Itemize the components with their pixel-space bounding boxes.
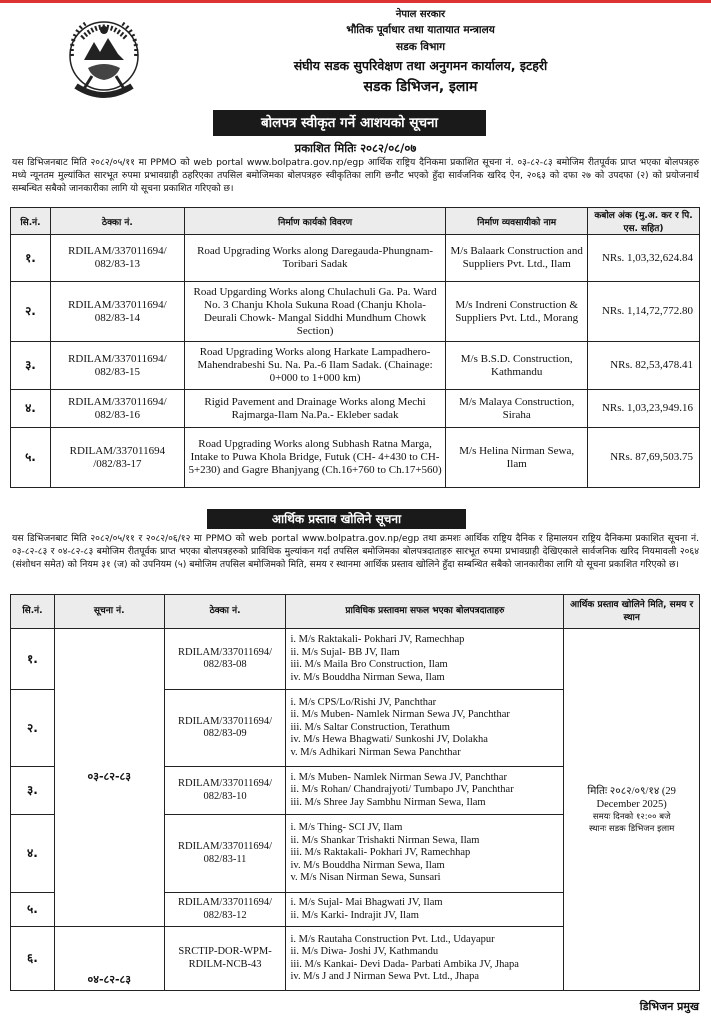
schedule-time: समयः दिनको १२:०० बजे [592, 811, 671, 822]
row-contract: RDILAM/337011694/ 082/83-12 [164, 893, 286, 927]
nepal-emblem-icon [62, 12, 146, 104]
ministry-name: भौतिक पूर्वाधार तथा यातायात मन्त्रालय [346, 24, 495, 36]
row-amount: NRs. 1,14,72,772.80 [588, 282, 700, 342]
row-sn: १. [11, 629, 55, 690]
row-sn: १. [11, 235, 51, 282]
table-row [11, 428, 700, 488]
bidder-item: i. M/s CPS/Lo/Rishi JV, Panchthar [290, 696, 437, 708]
row-builder: M/s Balaark Construction and Suppliers Pvt. Ltd., Ilam [446, 235, 588, 282]
row-sn: ३. [11, 342, 51, 390]
published-date: प्रकाशित मितिः २०८२/०८/०७ [294, 141, 417, 155]
row-sn: ४. [11, 815, 55, 893]
table-row [11, 282, 700, 342]
financial-opening-table [10, 594, 700, 991]
row-sn: ५. [11, 428, 51, 488]
row-amount: NRs. 1,03,23,949.16 [588, 390, 700, 428]
row-bidders [286, 893, 564, 927]
row-amount: NRs. 82,53,478.41 [588, 342, 700, 390]
bidder-item: iii. M/s Maila Bro Construction, Ilam [290, 659, 448, 670]
col-contract: ठेक्का नं. [50, 208, 184, 235]
bidder-item: ii. M/s Muben- Namlek Nirman Sewa JV, Panchthar [290, 709, 510, 721]
row-work: Road Upgrading Works along Subhash Ratna Marga, Intake to Puwa Khola Bridge, Futuk (CH- 4+430 to CH- 5+230) and Gagre Bhanjyang (Ch.16+760 to Ch.17+560) [184, 428, 445, 488]
row-contract: RDILAM/337011694/ 082/83-09 [164, 690, 286, 767]
bidder-item: iii. M/s Saltar Construction, Terathum [290, 721, 450, 733]
row-work: Road Upgarding Works along Chulachuli Ga. Pa. Ward No. 3 Chanju Khola Sukuna Road (Chanju Khola- Deurali Chowk- Mangal Siddhi Mundhum Chowk Section) [184, 282, 445, 342]
row-builder: M/s B.S.D. Construction, Kathmandu [446, 342, 588, 390]
opening-schedule [564, 629, 700, 991]
notice-title-bar: बोलपत्र स्वीकृत गर्ने आशयको सूचना [213, 110, 486, 136]
bidder-item: ii. M/s Sujal- BB JV, Ilam [290, 646, 400, 658]
col-sn: सि.नं. [11, 208, 51, 235]
notice-number: ०४-८२-८३ [54, 927, 164, 991]
bidder-item: i. M/s Muben- Namlek Nirman Sewa JV, Panchthar [290, 771, 507, 783]
col-bidders: प्राविधिक प्रस्तावमा सफल भएका बोलपत्रदाताहरु [286, 595, 564, 629]
notice-paragraph: यस डिभिजनबाट मिति २०८२/०५/११ मा PPMO को web portal www.bolpatra.gov.np/egp आर्थिक राष्ट्रिय दैनिकमा प्रकाशित सूचना नं. ०३-८२-८३ बमोजिम रीतपूर्वक प्राप्त भएका बोलपत्रहरु मध्ये न्यूनतम मुल्यांकित सारभूत रुपमा प्रभावग्राही ठहरिएका तपसिल बमोजिमका बोलपत्रहरु स्वीकृतिका लागि छनौट भएको हुँदा सार्वजनिक खरिद ऐन, २०६३ को दफा २७ को उपदफा (२) को प्रयोजनार्थ सम्बन्धित सबैको जानकारीका लागि यो सूचना प्रकाशित गरिएको छ। [12, 157, 699, 194]
row-contract: RDILAM/337011694/ 082/83-11 [164, 815, 286, 893]
bidder-item: i. M/s Thing- SCI JV, Ilam [290, 822, 403, 834]
col-builder: निर्माण व्यवसायीको नाम [446, 208, 588, 235]
row-contract: RDILAM/337011694/ 082/83-14 [50, 282, 184, 342]
table-header-row [11, 208, 700, 235]
row-sn: ५. [11, 893, 55, 927]
col-contract: ठेक्का नं. [164, 595, 286, 629]
office-name: संघीय सडक सुपरिवेक्षण तथा अनुगमन कार्यालय, इटहरी [293, 58, 548, 73]
bidder-item: ii. M/s Diwa- Joshi JV, Kathmandu [290, 946, 439, 957]
bidder-item: iii. M/s Kankai- Devi Dada- Parbati Ambika JV, Jhapa [290, 958, 519, 970]
row-sn: ६. [11, 927, 55, 991]
row-contract: RDILAM/337011694/ 082/83-16 [50, 390, 184, 428]
bidder-item: v. M/s Nisan Nirman Sewa, Sunsari [290, 872, 441, 884]
bidder-item: iv. M/s J and J Nirman Sewa Pvt. Ltd., Jhapa [290, 971, 480, 982]
row-sn: ४. [11, 390, 51, 428]
col-work: निर्माण कार्यको विवरण [184, 208, 445, 235]
row-contract: RDILAM/337011694/ 082/83-10 [164, 767, 286, 815]
col-schedule: आर्थिक प्रस्ताव खोलिने मिति, समय र स्थान [564, 595, 700, 629]
row-contract: RDILAM/337011694/ 082/83-08 [164, 629, 286, 690]
table-row [11, 390, 700, 428]
bidder-item: i. M/s Raktakali- Pokhari JV, Ramechhap [290, 634, 465, 645]
row-bidders [286, 690, 564, 767]
row-contract: RDILAM/337011694/ 082/83-13 [50, 235, 184, 282]
row-amount: NRs. 1,03,32,624.84 [588, 235, 700, 282]
row-work: Road Upgrading Works along Harkate Lampadhero-Mahendrabeshi Su. Na. Pa.-6 Ilam Sadak. (Chainage: 0+000 to 1+000 km) [184, 342, 445, 390]
row-builder: M/s Helina Nirman Sewa, Ilam [446, 428, 588, 488]
division-name: सडक डिभिजन, इलाम [363, 79, 478, 95]
signatory-title: डिभिजन प्रमुख [639, 1000, 699, 1013]
financial-notice-paragraph: यस डिभिजनबाट मिति २०८२/०५/११ र २०८२/०६/१२ मा PPMO को web portal www.bolpatra.gov.np/egp तथा क्रमशः आर्थिक राष्ट्रिय दैनिक र हिमालयन राष्ट्रिय दैनिकमा प्रकाशित सूचना नं. ०३-८२-८३ र ०४-८२-८३ बमोजिम रीतपूर्वक प्राप्त भएका बोलपत्रहरुको प्राविधिक मुल्यांकन गर्दा तपसिल बमोजिमका बोलपत्रदाताहरु सारभूत रुपमा प्रभावग्राही देखिएकाले सार्वजनिक खरिद नियमावली २०६४ (संशोधन समेत) को नियम ३१ (ज) को उपनियम (५) बमोजिम तपसिल बमोजिमको मिति, समय र स्थानमा आर्थिक प्रस्ताव खोलिने हुँदा सम्बन्धित सबैको जानकारीका लागि यो सूचना प्रकाशित गरिएको छ। [12, 533, 699, 570]
gov-name: नेपाल सरकार [395, 9, 446, 20]
col-amount: कबोल अंक (मु.अ. कर र पि. एस. सहित) [588, 208, 700, 235]
bidder-item: iii. M/s Shree Jay Sambhu Nirman Sewa, Ilam [290, 796, 486, 808]
row-sn: २. [11, 282, 51, 342]
loi-table [10, 207, 700, 488]
row-contract: SRCTIP-DOR-WPM-RDILM-NCB-43 [164, 927, 286, 991]
financial-notice-title-bar: आर्थिक प्रस्ताव खोलिने सूचना [207, 509, 466, 529]
bidder-item: v. M/s Adhikari Nirman Sewa Panchthar [290, 746, 461, 758]
table-row [11, 235, 700, 282]
notice-number: ०३-८२-८३ [54, 629, 164, 927]
col-sn: सि.नं. [11, 595, 55, 629]
bidder-item: iii. M/s Raktakali- Pokhari JV, Ramechhap [290, 847, 471, 859]
row-bidders [286, 815, 564, 893]
row-bidders [286, 927, 564, 991]
row-builder: M/s Malaya Construction, Siraha [446, 390, 588, 428]
row-sn: २. [11, 690, 55, 767]
bidder-item: iv. M/s Hewa Bhagwati/ Sunkoshi JV, Dolakha [290, 734, 488, 746]
bidder-item: iv. M/s Bouddha Nirman Sewa, Ilam [290, 671, 445, 683]
bidder-item: i. M/s Rautaha Construction Pvt. Ltd., Udayapur [290, 933, 495, 945]
row-sn: ३. [11, 767, 55, 815]
row-contract: RDILAM/337011694/ 082/83-15 [50, 342, 184, 390]
schedule-place: स्थानः सडक डिभिजन इलाम [588, 823, 675, 834]
col-notice-no: सूचना नं. [54, 595, 164, 629]
table-row [11, 629, 700, 690]
row-builder: M/s Indreni Construction & Suppliers Pvt. Ltd., Morang [446, 282, 588, 342]
bidder-item: i. M/s Sujal- Mai Bhagwati JV, Ilam [290, 897, 443, 908]
row-bidders [286, 629, 564, 690]
row-contract: RDILAM/337011694 /082/83-17 [50, 428, 184, 488]
row-bidders [286, 767, 564, 815]
bidder-item: ii. M/s Shankar Trishakti Nirman Sewa, Ilam [290, 834, 480, 846]
row-work: Rigid Pavement and Drainage Works along Mechi Rajmarga-Ilam Na.Pa.- Ekleber sadak [184, 390, 445, 428]
schedule-date: मितिः २०८२/०९/१४ (29 December 2025) [587, 785, 676, 810]
bidder-item: ii. M/s Rohan/ Chandrajyoti/ Tumbapo JV, Panchthar [290, 784, 514, 796]
table-row [11, 342, 700, 390]
bidder-item: iv. M/s Bouddha Nirman Sewa, Ilam [290, 859, 445, 871]
table-header-row [11, 595, 700, 629]
bidder-item: ii. M/s Karki- Indrajit JV, Ilam [290, 909, 419, 921]
row-work: Road Upgrading Works along Daregauda-Phungnam- Toribari Sadak [184, 235, 445, 282]
department-name: सडक विभाग [395, 41, 445, 53]
header-block [150, 6, 691, 96]
row-amount: NRs. 87,69,503.75 [588, 428, 700, 488]
